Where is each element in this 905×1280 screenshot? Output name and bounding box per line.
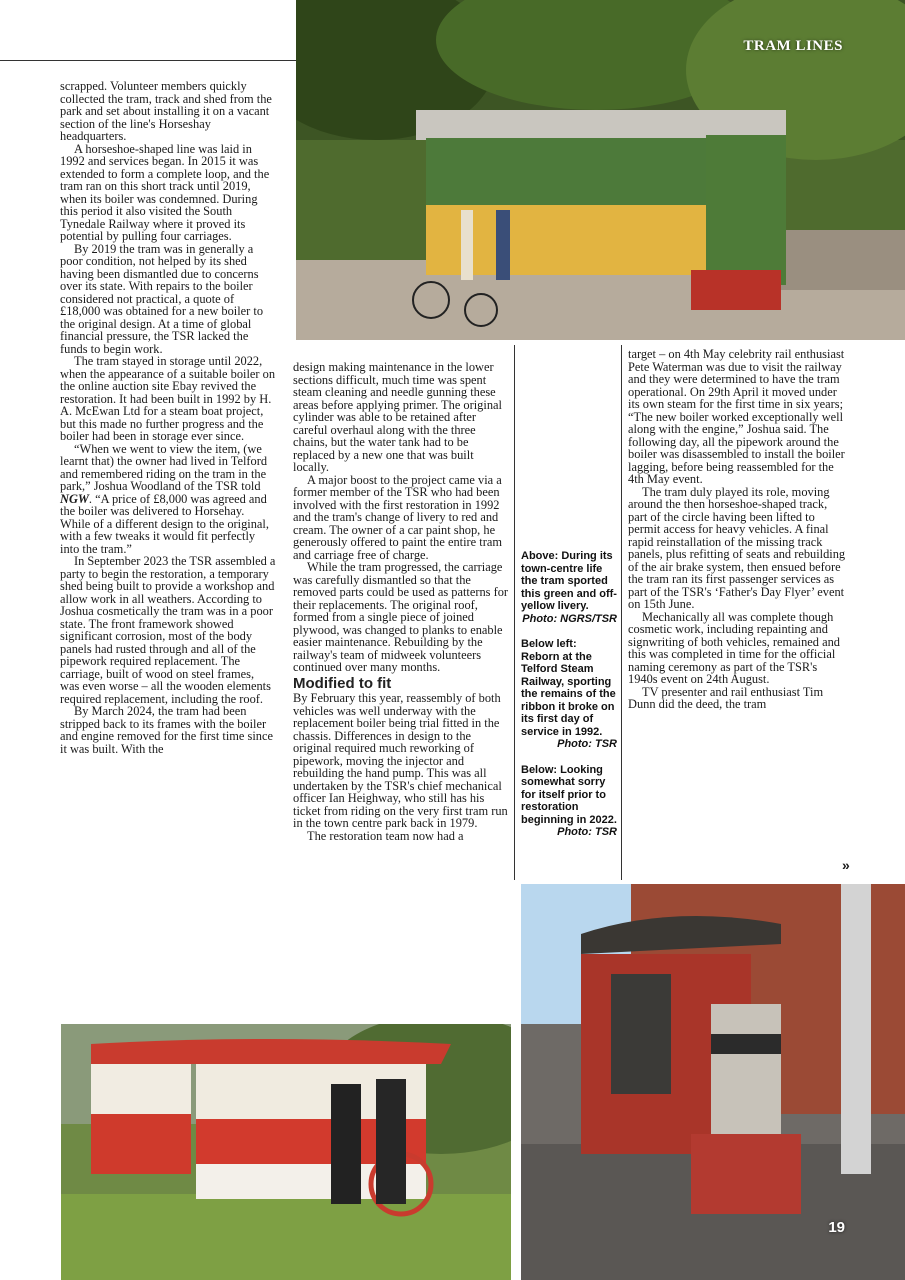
photo-credit: Photo: TSR bbox=[557, 738, 617, 750]
paragraph: The tram duly played its role, moving around the then horseshoe-shaped track, part of the circle having been lifted to permit access for heavy vehicles. A final rapid reinstallation of the missing track panels, plus refitting of seats and rebuilding of the air brake system, then ensued before the tram ran its first passenger services as part of the TSR's ‘Father's Day Flyer’ event on 15th June. bbox=[628, 484, 846, 611]
quote-text: “When we went to view the item, (we learnt that) the owner had lived in Telford and remembered riding on the tram in the park,” Joshua Woodland of the TSR told bbox=[60, 441, 268, 493]
page-number: 19 bbox=[828, 1219, 845, 1236]
column-divider bbox=[514, 345, 515, 880]
paragraph: By February this year, reassembly of both vehicles was well underway with the replacement boiler being trial fitted in the chassis. Differences in design to the original required much reworking of pipework, moving the injector and rebuilding the hand pump. This was all undertaken by the TSR's chief mechanical officer Ian Heighway, who still has his ticket from riding on the very first tram run in the town centre park back in 1979. bbox=[293, 691, 508, 830]
paragraph: By 2019 the tram was in generally a poor condition, not helped by its shed having been dismantled due to concerns over its state. With repairs to the boiler considered not practical, a quote of £18,000 was obtained for a new boiler to the original design. At a time of global financial pressure, the TSR lacked the funds to begin work. bbox=[60, 241, 264, 356]
caption-below: Below: Looking somewhat sorry for itself prior to restoration beginning in 2022. Photo: TSR bbox=[521, 763, 617, 838]
photo-bottom-right-rusty-tram bbox=[521, 884, 905, 1280]
article-column-2 bbox=[293, 361, 509, 842]
column-divider bbox=[621, 345, 622, 880]
paragraph: The restoration team now had a bbox=[307, 828, 464, 843]
quote-text: . “A price of £8,000 was agreed and the boiler was delivered to Horsehay. While of a different design to the original, with a few tweaks it would fit perfectly into the tram.” bbox=[60, 491, 269, 556]
paragraph: design making maintenance in the lower sections difficult, much time was spent steam cleaning and needle gunning these areas before applying primer. The original cylinder was able to be retained after careful overhaul along with the three chains, but the water tank had to be replaced by a new one that was built locally. bbox=[293, 360, 502, 474]
paragraph: scrapped. Volunteer members quickly collected the tram, track and shed from the park and set about installing it on a vacant section of the line's Horseshay headquarters. bbox=[60, 79, 272, 143]
continue-arrow-icon: » bbox=[842, 857, 850, 873]
caption-above: Above: During its town-centre life the tram sported this green and off-yellow livery. Photo: NGRS/TSR bbox=[521, 550, 617, 625]
paragraph: A horseshoe-shaped line was laid in 1992 and services began. In 2015 it was extended to form a complete loop, and the tram ran on this short track until 2019, when its boiler was condemned. During this period it also visited the South Tynedale Railway where it proved its potential by pulling four carriages. bbox=[60, 141, 270, 243]
photo-bottom-left-red-tram bbox=[61, 1024, 511, 1280]
paragraph: A major boost to the project came via a former member of the TSR who had been involved with the first restoration in 1992 and the tram's change of livery to red and cream. The owner of a car paint shop, he generously offered to paint the entire tram and carriage free of charge. bbox=[293, 472, 502, 562]
photo-credit: Photo: TSR bbox=[557, 826, 617, 838]
article-column-3 bbox=[628, 348, 846, 711]
subheading: Modified to fit bbox=[293, 674, 392, 692]
paragraph: The tram stayed in storage until 2022, when the appearance of a suitable boiler on the online auction site Ebay revived the restoration. It had been built in 1992 by H. A. McEwan Ltd for a steam boat project, but this made no further progress and the boiler had been in storage ever since. bbox=[60, 354, 276, 443]
article-column-1 bbox=[60, 80, 276, 755]
paragraph bbox=[60, 443, 276, 556]
paragraph: TV presenter and rail enthusiast Tim Dunn did the deed, the tram bbox=[628, 684, 824, 711]
captions-block bbox=[521, 550, 617, 852]
caption-below-left: Below left: Reborn at the Telford Steam Railway, sporting the remains of the ribbon it broke on its first day of service in 1992. Photo: TSR bbox=[521, 638, 617, 750]
paragraph: In September 2023 the TSR assembled a party to begin the restoration, a temporary shed being built to provide a workshop and allow work in all weathers. According to Joshua cosmetically the tram was in a poor state. The front framework showed significant corrosion, most of the body panels had rusted through and all of the pipework required replacement. The carriage, built of wood on steel frames, was even worse – all the wooden elements required replacement, including the roof. bbox=[60, 554, 276, 706]
top-rule bbox=[0, 60, 296, 61]
photo-credit: Photo: NGRS/TSR bbox=[522, 612, 617, 625]
section-label: TRAM LINES bbox=[743, 38, 843, 54]
paragraph: Mechanically all was complete though cosmetic work, including repainting and signwriting of both vehicles, remained and this was completed in time for the official naming ceremony as part of the TSR's 1940s event on 24th August. bbox=[628, 609, 840, 686]
magazine-name: NGW bbox=[60, 491, 89, 506]
paragraph: While the tram progressed, the carriage was carefully dismantled so that the removed parts could be used as patterns for their replacements. The original roof, formed from a single piece of joined plywood, was changed to planks to enable easier maintenance. Rebuilding by the railway's team of midweek volunteers continued over many months. bbox=[293, 560, 509, 674]
paragraph: By March 2024, the tram had been stripped back to its frames with the boiler and engine removed for the first time since it was built. With the bbox=[60, 704, 273, 756]
paragraph: target – on 4th May celebrity rail enthusiast Pete Waterman was due to visit the railway and they were determined to have the tram operational. On 29th April it moved under its own steam for the first time in six years; “The new boiler worked exceptionally well along with the engine,” Joshua said. The following day, all the pipework around the boiler was disassembled to install the boiler lagging, before being reassembled for the 4th May event. bbox=[628, 347, 845, 486]
